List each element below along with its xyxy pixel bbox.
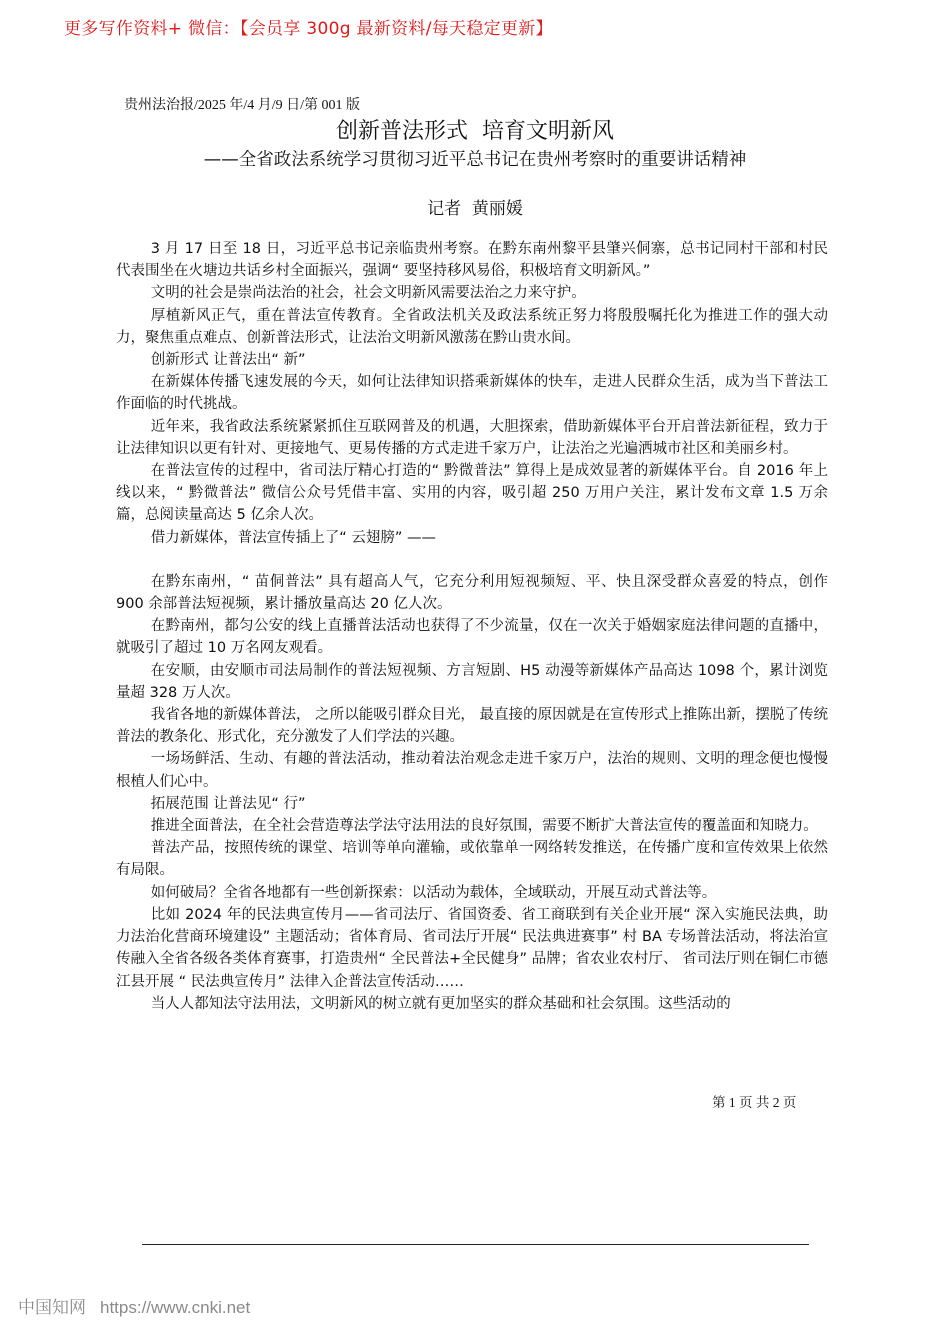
article-author: 记者 黄丽媛 (427, 199, 523, 219)
paragraph: 在普法宣传的过程中，省司法厅精心打造的“ 黔微普法” 算得上是成效显著的新媒体平台。自 2016 年上线以来，“ 黔微普法” 微信公众号凭借丰富、实用的内容，吸引超 250 万用户关注，累计发布文章 1.5 万余篇，总阅读量高达 5 亿余人次。 (116, 463, 828, 524)
footer-divider (142, 1244, 809, 1245)
paragraph: 在黔东南州，“ 苗侗普法” 具有超高人气，它充分利用短视频短、平、快且深受群众喜爱的特点，创作 900 余部普法短视频，累计播放量高达 20 亿人次。 (116, 573, 828, 613)
paragraph: 3 月 17 日至 18 日，习近平总书记亲临贵州考察。在黔东南州黎平县肇兴侗寨，总书记同村干部和村民代表围坐在火塘边共话乡村全面振兴，强调“ 要坚持移风易俗，积极培育文明新风。” (116, 241, 828, 280)
article-body (116, 238, 828, 1015)
paragraph: 当人人都知法守法用法，文明新风的树立就有更加坚实的群众基础和社会氛围。这些活动的 (150, 995, 731, 1012)
paragraph: 厚植新风正气，重在普法宣传教育。全省政法机关及政法系统正努力将殷殷嘱托化为推进工作的强大动力，聚焦重点难点、创新普法形式，让法治文明新风激荡在黔山贵水间。 (116, 307, 828, 346)
watermark (18, 1293, 250, 1318)
paragraph: 如何破局？全省各地都有一些创新探索：以活动为载体，全域联动，开展互动式普法等。 (150, 884, 717, 901)
paragraph: 近年来，我省政法系统紧紧抓住互联网普及的机遇，大胆探索，借助新媒体平台开启普法新征程，致力于让法律知识以更有针对、更接地气、更易传播的方式走进千家万户，让法治之光遍洒城市社区和美丽乡村。 (116, 418, 828, 457)
paragraph: 比如 2024 年的民法典宣传月——省司法厅、省国资委、省工商联到有关企业开展“ 深入实施民法典，助力法治化营商环境建设” 主题活动；省体育局、省司法厅开展“ 民法典进赛事” 村 BA 专场普法活动，将法治宣传融入全省各级各类体育赛事，打造贵州“ 全民普法+全民健身” 品牌；省农业农村厅、 省司法厅则在铜仁市德江县开展 “ 民法典宣传月” 法律入企普法宣传活动…… (116, 906, 828, 990)
watermark-site-name: 中国知网 (18, 1298, 86, 1318)
paragraph: 在黔南州，都匀公安的线上直播普法活动也获得了不少流量，仅在一次关于婚姻家庭法律问题的直播中，就吸引了超过 10 万名网友观看。 (116, 618, 828, 657)
article-title: 创新普法形式 培育文明新风 (336, 119, 614, 144)
paragraph: 借力新媒体，普法宣传插上了“ 云翅膀” —— (150, 529, 437, 546)
paragraph: 一场场鲜活、生动、有趣的普法活动，推动着法治观念走进千家万户，法治的规则、文明的理念便也慢慢根植人们心中。 (116, 751, 828, 790)
paragraph: 我省各地的新媒体普法， 之所以能吸引群众目光， 最直接的原因就是在宣传形式上推陈出新，摆脱了传统普法的教条化、形式化，充分激发了人们学法的兴趣。 (116, 707, 828, 746)
paragraph: 文明的社会是崇尚法治的社会，社会文明新风需要法治之力来守护。 (150, 285, 586, 302)
promo-banner: 更多写作资料+ 微信：【会员享 300g 最新资料/每天稳定更新】 (64, 19, 553, 39)
section-heading: 创新形式 让普法出“ 新” (150, 352, 306, 369)
paragraph: 推进全面普法，在全社会营造尊法学法守法用法的良好氛围，需要不断扩大普法宣传的覆盖面和知晓力。 (150, 818, 818, 835)
paragraph: 普法产品，按照传统的课堂、培训等单向灌输，或依靠单一网络转发推送，在传播广度和宣传效果上依然有局限。 (116, 840, 828, 879)
article-subtitle: ——全省政法系统学习贯彻习近平总书记在贵州考察时的重要讲话精神 (203, 150, 747, 170)
paragraph: 在安顺，由安顺市司法局制作的普法短视频、方言短剧、H5 动漫等新媒体产品高达 1098 个，累计浏览量超 328 万人次。 (116, 662, 828, 701)
paragraph: 在新媒体传播飞速发展的今天，如何让法律知识搭乘新媒体的快车，走进人民群众生活，成为当下普法工作面临的时代挑战。 (116, 374, 828, 413)
section-heading: 拓展范围 让普法见“ 行” (150, 795, 306, 812)
source-line: 贵州法治报/2025 年/4 月/9 日/第 001 版 (124, 98, 361, 113)
page-indicator: 第 1 页 共 2 页 (712, 1095, 797, 1110)
watermark-url: https://www.cnki.net (100, 1298, 251, 1317)
